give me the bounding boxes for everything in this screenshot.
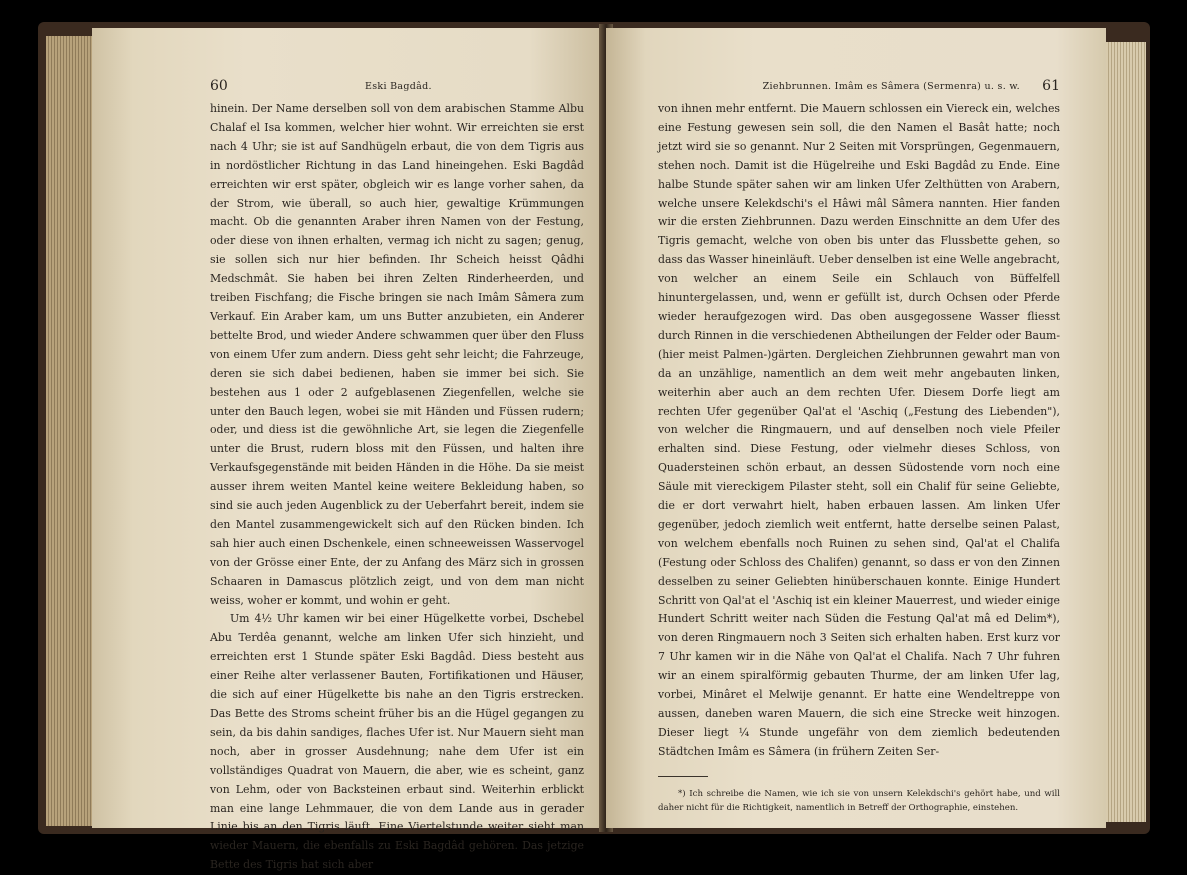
footnote: *) Ich schreibe die Namen, wie ich sie von unsern Kelekdschi's gehört habe, und will daher nicht für die Richtigkeit, namentlich in Betreff der Orthographie, einstehen.	[658, 788, 1060, 813]
right-page-header	[658, 78, 1060, 96]
left-page-edges	[46, 36, 92, 826]
book-spread	[38, 22, 1150, 872]
page-number: 61	[1042, 78, 1060, 94]
left-page-header	[210, 78, 584, 96]
running-head: Eski Bagdâd.	[365, 81, 432, 92]
left-page	[92, 28, 606, 872]
page-number: 60	[210, 78, 228, 94]
right-page	[606, 28, 1106, 828]
running-head: Ziehbrunnen. Imâm es Sâmera (Sermenra) u. s. w.	[762, 81, 1020, 92]
footnote-rule	[658, 776, 708, 777]
paragraph: von ihnen mehr entfernt. Die Mauern schlossen ein Viereck ein, welches eine Festung gewesen sein soll, die den Namen el Basât hatte; noch jetzt wird sie so genannt. Nur 2 Seiten mit Vorsprüngen, Gegenmauern, stehen noch. Damit ist die Hügelreihe und Eski Bagdâd zu Ende. Eine halbe Stunde später sahen wir am linken Ufer Zelthütten von Arabern, welche unsere Kelekdschi's el Hâwi mâl Sâmera nannten. Hier fanden wir die ersten Ziehbrunnen. Dazu werden Einschnitte an dem Ufer des Tigris gemacht, welche von oben bis unter das Flussbette gehen, so dass das Wasser hineinläuft. Ueber denselben ist eine Welle angebracht, von welcher an einem Seile ein Schlauch von Büffelfell hinuntergelassen, und, wenn er gefüllt ist, durch Ochsen oder Pferde wieder heraufgezogen wird. Das oben ausgegossene Wasser fliesst durch Rinnen in die verschiedenen Abtheilungen der Felder oder Baum- (hier meist Palmen-)gärten. Dergleichen Ziehbrunnen gewahrt man von da an unzählige, namentlich an dem weit mehr angebauten linken, weiterhin aber auch an dem rechten Ufer. Diesem Dorfe liegt am rechten Ufer gegenüber Qal'at el 'Aschiq („Festung des Liebenden"), von welcher die Ringmauern, und auf denselben noch viele Pfeiler erhalten sind. Diese Festung, oder vielmehr dieses Schloss, von Quadersteinen schön erbaut, an dessen Südostende vorn noch eine Säule mit viereckigem Pilaster steht, soll ein Chalif für seine Geliebte, die er dort verwahrt hielt, haben erbauen lassen. Am linken Ufer gegenüber, jedoch ziemlich weit entfernt, hatte derselbe seinen Palast, von welchem ebenfalls noch Ruinen zu sehen sind, Qal'at el Chalifa (Festung oder Schloss des Chalifen) genannt, so dass er von den Zinnen desselben zu seiner Geliebten hinüberschauen konnte. Einige Hundert Schritt von Qal'at el 'Aschiq ist ein kleiner Mauerrest, und wieder einige Hundert Schritt weiter nach Süden die Festung Qal'at mâ ed Delim*), von deren Ringmauern noch 3 Seiten sich erhalten haben. Erst kurz vor 7 Uhr kamen wir in die Nähe von Qal'at el Chalifa. Nach 7 Uhr fuhren wir an einem spiralförmig gebauten Thurme, der am linken Ufer lag, vorbei, Minâret el Melwije genannt. Er hatte eine Wendeltreppe von aussen, daneben waren Mauern, die sich eine Strecke weit hinzogen. Dieser liegt ¼ Stunde ungefähr von dem ziemlich bedeutenden Städtchen Imâm es Sâmera (in frühern Zeiten Ser-	[658, 102, 1060, 758]
right-page-edges	[1106, 42, 1146, 822]
paragraph: Um 4½ Uhr kamen wir bei einer Hügelkette vorbei, Dschebel Abu Terdêa genannt, welche am linken Ufer sich hinzieht, und erreichten erst 1 Stunde später Eski Bagdâd. Diess besteht aus einer Reihe alter verlassener Bauten, Fortifikationen und Häuser, die sich auf einer Hügelkette bis nahe an den Tigris erstrecken. Das Bette des Stroms scheint früher bis an die Hügel gegangen zu sein, da bis dahin sandiges, flaches Ufer ist. Nur Mauern sieht man noch, aber in grosser Ausdehnung; nahe dem Ufer ist ein vollständiges Quadrat von Mauern, die aber, wie es scheint, ganz von Lehm, oder von Backsteinen erbaut sind. Weiterhin erblickt man eine lange Lehmmauer, die von dem Lande aus in gerader Linie bis an den Tigris läuft. Eine Viertelstunde weiter sieht man wieder Mauern, die ebenfalls zu Eski Bagdâd gehören. Das jetzige Bette des Tigris hat sich aber	[210, 612, 584, 872]
left-page-body	[210, 100, 584, 875]
paragraph: hinein. Der Name derselben soll von dem arabischen Stamme Albu Chalaf el Isa kommen, welcher hier wohnt. Wir erreichten sie erst nach 4 Uhr; sie ist auf Sandhügeln erbaut, die von dem Tigris aus in nordöstlicher Richtung in das Land hineingehen. Eski Bagdâd erreichten wir erst später, obgleich wir es lange vorher sahen, da der Strom, wie überall, so auch hier, gewaltige Krümmungen macht. Ob die genannten Araber ihren Namen von der Festung, oder diese von ihnen erhalten, vermag ich nicht zu sagen; genug, sie sollen sich nur hier befinden. Ihr Scheich heisst Qâdhi Medschmât. Sie haben bei ihren Zelten Rinderheerden, und treiben Fischfang; die Fische bringen sie nach Imâm Sâmera zum Verkauf. Ein Araber kam, um uns Butter anzubieten, ein Anderer bettelte Brod, und wieder Andere schwammen quer über den Fluss von einem Ufer zum andern. Diess geht sehr leicht; die Fahrzeuge, deren sie sich dabei bedienen, haben sie immer bei sich. Sie bestehen aus 1 oder 2 aufgeblasenen Ziegenfellen, welche sie unter den Bauch legen, wobei sie mit Händen und Füssen rudern; oder, und diess ist die gewöhnliche Art, sie legen die Ziegenfelle unter die Brust, rudern bloss mit den Füssen, und halten ihre Verkaufsgegenstände mit beiden Händen in die Höhe. Da sie meist ausser ihrem weiten Mantel keine weitere Bekleidung haben, so sind sie auch jeden Augenblick zu der Ueberfahrt bereit, indem sie den Mantel zusammengewickelt sich auf den Rücken binden. Ich sah hier auch einen Dschenkele, einen schneeweissen Wasservogel von der Grösse einer Ente, der zu Anfang des März sich in grossen Schaaren in Damascus plötzlich zeigt, und von dem man nicht weiss, woher er kommt, und wohin er geht.	[210, 102, 584, 607]
right-page-body	[658, 100, 1060, 762]
